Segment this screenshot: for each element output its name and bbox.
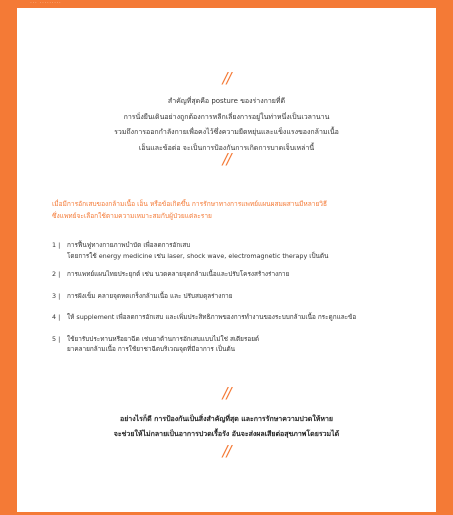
closing-line: อย่างไรก็ดี การป้องกันเป็นสิ่งสำคัญที่สุด และการรักษาความปวดให้หาย <box>120 415 333 423</box>
list-item-text: โดยการใช้ energy medicine เช่น laser, shock wave, electromagnetic therapy เป็นต้น <box>67 251 329 260</box>
list-item-text: การฝังเข็ม คลายจุดหดเกร็งกล้ามเนื้อ และ ปรับสมดุลร่างกาย <box>67 291 233 300</box>
quote-mark-icon: // <box>222 384 231 402</box>
intro-line: การนั่งยืนเดินอย่างถูกต้องการหลีกเลี่ยงการอยู่ในท่าหนึ่งเป็นเวลานาน <box>123 112 330 121</box>
list-item-text: ใช้ยารับประทานหรือยาฉีด เช่นยาต้านการอักเสบแบบไม่ใช่ สเตียรอยด์ <box>67 334 260 343</box>
highlight-line: เมื่อมีการอักเสบของกล้ามเนื้อ เอ็น หรือข้อเกิดขึ้น การรักษาทางการแพทย์แผนผสมผสานมีหลายวิธี <box>52 200 328 208</box>
list-item <box>52 240 413 261</box>
list-number: 2 | <box>52 270 61 278</box>
list-item <box>52 269 413 280</box>
list-item-text: การแพทย์แผนไทยประยุกต์ เช่น นวดคลายจุดกล้ามเนื้อและปรับโครงสร้างร่างกาย <box>67 270 290 278</box>
list-number: 5 | <box>52 334 61 343</box>
quote-mark-icon: // <box>222 442 231 460</box>
highlight-paragraph <box>52 198 401 222</box>
quote-mark-icon: // <box>222 150 231 168</box>
list-number: 1 | <box>52 241 61 249</box>
list-item-text: ยาคลายกล้ามเนื้อ การใช้ยาชาฉีดบริเวณจุดที่มีอาการ เป็นต้น <box>67 345 235 353</box>
intro-line: เอ็นและข้อต่อ จะเป็นการป้องกันการเกิดการบาดเจ็บเหล่านี้ <box>138 143 315 152</box>
closing-paragraph <box>40 412 413 442</box>
intro-line: สำคัญที่สุดคือ posture ของร่างกายที่ดี <box>167 97 286 105</box>
list-number: 3 | <box>52 291 61 300</box>
list-item-text: ให้ supplement เพื่อลดการอักเสบ และเพิ่มประสิทธิภาพของการทำงานของระบบกล้ามเนื้อ กระดูกและข้อ <box>67 313 357 321</box>
closing-line: จะช่วยให้ไม่กลายเป็นอาการปวดเรื้อรัง อันจะส่งผลเสียต่อสุขภาพโดยรวมได้ <box>113 430 340 438</box>
list-item <box>52 312 413 323</box>
list-number: 4 | <box>52 313 61 321</box>
intro-line: รวมถึงการออกกำลังกายเพื่อคงไว้ซึ่งความยืดหยุ่นและแข็งแรงของกล้ามเนื้อ <box>114 128 339 136</box>
treatment-list <box>52 240 413 355</box>
list-item <box>52 291 413 302</box>
quote-mark-icon: // <box>222 69 231 87</box>
highlight-line: ซึ่งแพทย์จะเลือกใช้ตามความเหมาะสมกับผู้ป่วยแต่ละราย <box>52 212 212 220</box>
list-item-text: การฟื้นฟูทางกายภาพบำบัด เพื่อลดการอักเสบ <box>67 241 191 249</box>
top-accent-strip <box>17 0 436 8</box>
list-item <box>52 334 413 355</box>
top-faded-text: ··· ········· <box>30 0 62 7</box>
intro-paragraph <box>40 94 413 156</box>
